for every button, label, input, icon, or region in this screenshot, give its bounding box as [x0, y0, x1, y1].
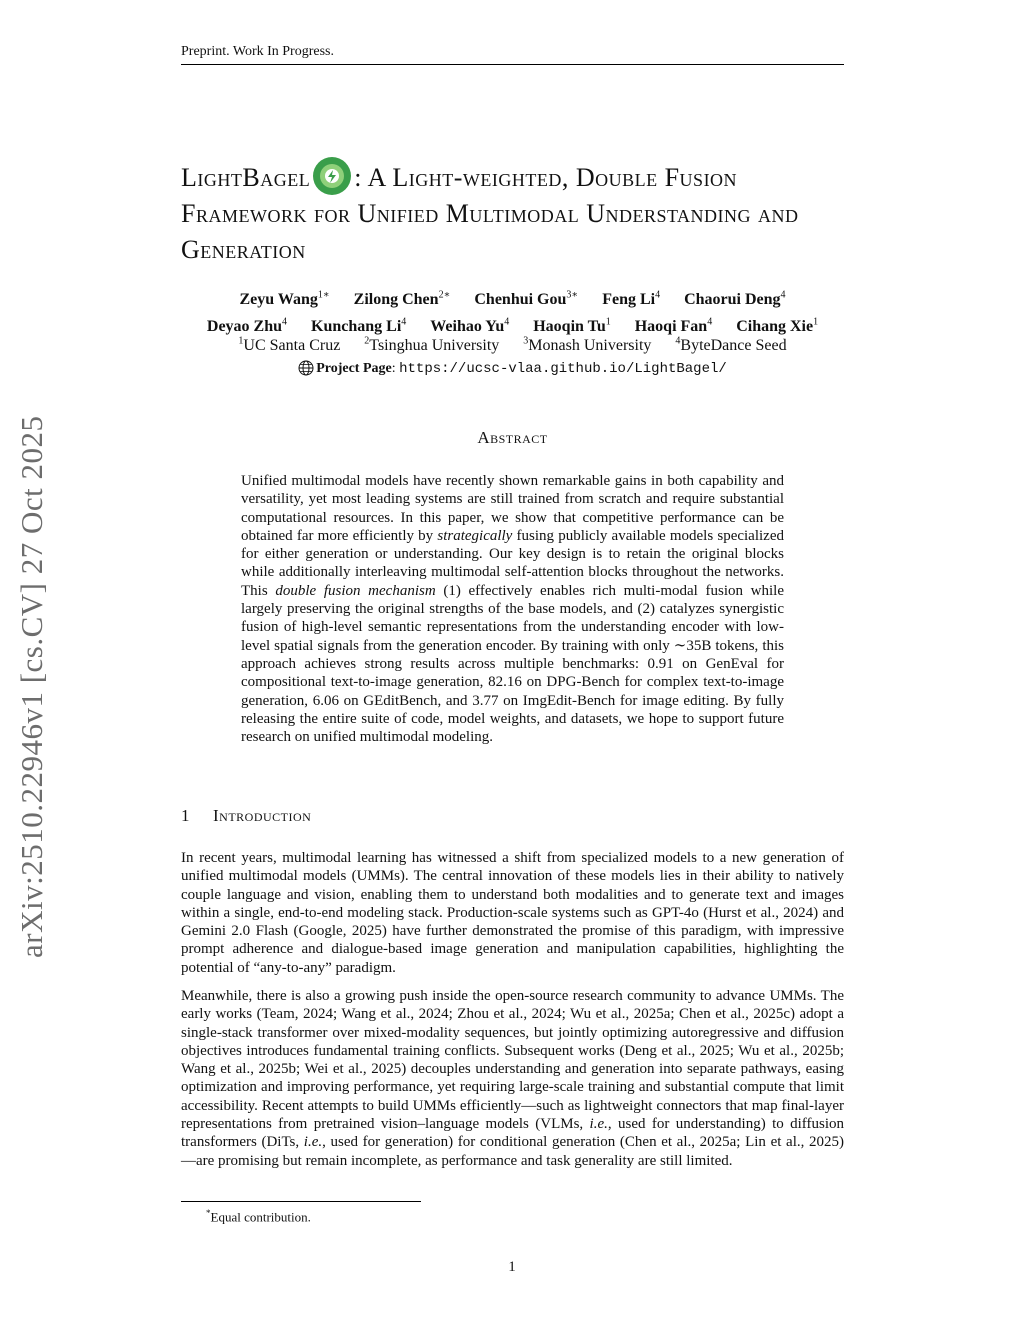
abstract-heading: Abstract: [477, 428, 548, 447]
footnote: [206, 1208, 311, 1225]
author: Zilong Chen$^{2∗}$: [353, 290, 451, 309]
affiliation: $^3$Monash University: [523, 336, 652, 355]
section-heading: [181, 806, 311, 826]
project-page-link[interactable]: https://ucsc-vlaa.github.io/LightBagel/: [399, 361, 727, 377]
author: Kunchang Li$^4$: [311, 316, 407, 335]
arxiv-identifier[interactable]: arXiv:2510.22946v1 [cs.CV] 27 Oct 2025: [14, 415, 49, 958]
footnote-mark: *: [206, 1208, 211, 1218]
intro-paragraph-1: In recent years, multimodal learning has witnessed a shift from specialized models to a new generation of unified multimodal models (UMMs). The central innovation of these models lies in their ability to natively couple language and vision, enabling them to understand both modalities and to generate text and images within a single, end-to-end modeling stack. Production-scale systems such as GPT-4o (Hurst et al., 2024) and Gemini 2.0 Flash (Google, 2025) have further demonstrated the promise of this paradigm, with impressive prompt adherence and dialogue-based image generation and manipulation capabilities, highlighting the potential of “any-to-any” paradigm.: [181, 850, 844, 976]
running-header: Preprint. Work In Progress.: [181, 44, 334, 59]
affiliation: $^4$ByteDance Seed: [675, 336, 787, 355]
abstract-body: Unified multimodal models have recently shown remarkable gains in both capability and versatility, yet most leading systems are still trained from scratch and require substantial computational resources. In this paper, we show that competitive performance can be obtained far more efficiently by strategically fusing publicly available models specialized for either generation or understanding. Our key design is to retain the original blocks while additionally interleaving multimodal self-attention blocks throughout the networks. This double fusion mechanism (1) effectively enables rich multi-modal fusion while largely preserving the original strengths of the base models, and (2) catalyzes synergistic fusion of high-level semantic representations from the understanding encoder with low-level spatial signals from the generation encoder. By training with only ∼35B tokens, this approach achieves strong results across multiple benchmarks: 0.91 on GenEval for compositional text-to-image generation, 82.16 on DPG-Bench for complex text-to-image generation, 6.06 on GEditBench, and 3.77 on ImgEdit-Bench for image editing. By fully releasing the entire suite of code, model weights, and datasets, we hope to support future research on unified multimodal modeling.: [241, 473, 784, 746]
bagel-logo-icon: [312, 156, 352, 196]
affiliation: $^2$Tsinghua University: [364, 336, 500, 355]
paper-title: [181, 156, 844, 268]
author-list: [140, 285, 885, 338]
section-number: 1: [181, 806, 190, 825]
author: Deyao Zhu$^4$: [206, 316, 288, 335]
affiliation: $^1$UC Santa Cruz: [238, 336, 341, 355]
author: Chenhui Gou$^{3∗}$: [474, 290, 579, 309]
author: Chaorui Deng$^4$: [684, 290, 786, 309]
title-name: LightBagel: [181, 163, 311, 192]
project-sep: :: [391, 361, 400, 376]
globe-icon: [298, 361, 316, 376]
title-rest: : A Light-weighted, Double Fusion Framework for Unified Multimodal Understanding and Generation: [181, 163, 799, 264]
author: Haoqin Tu$^1$: [533, 316, 611, 335]
header-rule: [181, 64, 844, 65]
intro-paragraph-2: Meanwhile, there is also a growing push inside the open-source research community to advance UMMs. The early works (Team, 2024; Wang et al., 2024; Zhou et al., 2024; Wu et al., 2025a; Chen et al., 2025c) adopt a single-stack transformer over mixed-modality sequences, but jointly optimizing autoregressive and diffusion objectives introduces fundamental training conflicts. Subsequent works (Deng et al., 2025; Wu et al., 2025b; Wang et al., 2025b; Wei et al., 2025) decouples understanding and generation into separate pathways, easing optimization and improving performance, yet requiring large-scale training and substantial compute that limit accessibility. Recent attempts to build UMMs efficiently—such as lightweight connectors that map final-layer representations from pretrained vision–language models (VLMs, i.e., used for understanding) to diffusion transformers (DiTs, i.e., used for generation) for conditional generation (Chen et al., 2025a; Lin et al., 2025)—are promising but remain incomplete, as performance and task generality are still limited.: [181, 988, 845, 1169]
project-page: [140, 359, 885, 379]
affiliation-list: [140, 331, 885, 357]
footnote-text: Equal contribution.: [210, 1209, 311, 1225]
author: Haoqi Fan$^4$: [634, 316, 713, 335]
page-number: 1: [508, 1259, 516, 1275]
author: Feng Li$^4$: [602, 290, 661, 309]
project-page-label: Project Page: [316, 361, 392, 376]
footnote-rule: [181, 1201, 421, 1202]
author: Weihao Yu$^4$: [430, 316, 510, 335]
author: Cihang Xie$^1$: [736, 316, 819, 335]
author: Zeyu Wang$^{1∗}$: [239, 290, 330, 309]
section-title: Introduction: [213, 806, 312, 825]
